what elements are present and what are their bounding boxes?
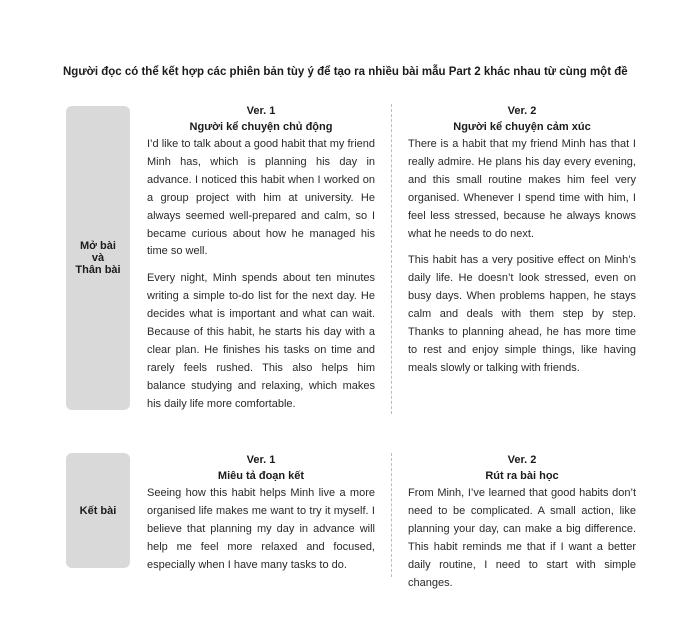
column-subtitle: Rút ra bài học	[485, 470, 559, 482]
document-title: Người đọc có thể kết hợp các phiên bản tùy ý để tạo ra nhiều bài mẫu Part 2 khác nhau từ cùng một đề	[63, 66, 628, 78]
column-divider	[391, 453, 392, 577]
column-version-1	[147, 104, 375, 414]
paragraph: There is a habit that my friend Minh has that I really admire. He plans his day every evening, and this small routine makes him feel very organised. Whenever I spend time with him, I feel less stressed, because he always knows what he needs to do next.	[408, 138, 636, 240]
version-label: Ver. 1	[246, 454, 276, 466]
paragraph: I’d like to talk about a good habit that my friend Minh has, which is planning his day in advance. I noticed this habit when I worked on a group project with him at university. He always seemed well-prepared and calm, so I became curious about how he managed his time so well.	[147, 138, 375, 258]
paragraph: From Minh, I’ve learned that good habits don’t need to be complicated. A small action, like planning your day, can make a big difference. This habit reminds me that if I want a better daily routine, I need to start with simple changes.	[408, 487, 636, 589]
section-label-intro-body	[66, 106, 130, 410]
version-label: Ver. 1	[246, 105, 276, 117]
column-version-2	[408, 104, 636, 378]
column-subtitle: Người kể chuyện cảm xúc	[453, 121, 591, 133]
version-label: Ver. 2	[507, 454, 537, 466]
column-version-1	[147, 453, 375, 575]
paragraph: Seeing how this habit helps Minh live a more organised life makes me want to try it myself. I believe that planning my day in advance will help me feel more relaxed and focused, especially when I have many tasks to do.	[147, 487, 375, 571]
section-intro-body	[0, 104, 700, 414]
section-label-line: Thân bài	[75, 264, 121, 276]
section-label-line: Kết bài	[79, 504, 117, 517]
section-conclusion	[0, 453, 700, 589]
paragraph: This habit has a very positive effect on Minh’s daily life. He doesn’t look stressed, even on busy days. When problems happen, he stays calm and deals with them step by step. Thanks to planning ahead, he has more time to rest and enjoy simple things, like having meals slowly or talking with friends.	[408, 254, 636, 374]
version-label: Ver. 2	[507, 105, 537, 117]
column-subtitle: Người kể chuyện chủ động	[189, 121, 333, 133]
column-version-2	[408, 453, 636, 592]
section-label-line: và	[91, 252, 105, 264]
paragraph: Every night, Minh spends about ten minutes writing a simple to-do list for the next day. He decides what is important and what can wait. Because of this habit, he starts his day with a clear plan. He finishes his tasks on time and rarely feels rushed. This also helps him balance studying and relaxing, which makes his daily life more comfortable.	[147, 272, 375, 410]
column-subtitle: Miêu tả đoạn kết	[217, 470, 305, 482]
section-label-conclusion	[66, 453, 130, 568]
column-divider	[391, 104, 392, 414]
section-label-line: Mở bài	[80, 240, 116, 252]
